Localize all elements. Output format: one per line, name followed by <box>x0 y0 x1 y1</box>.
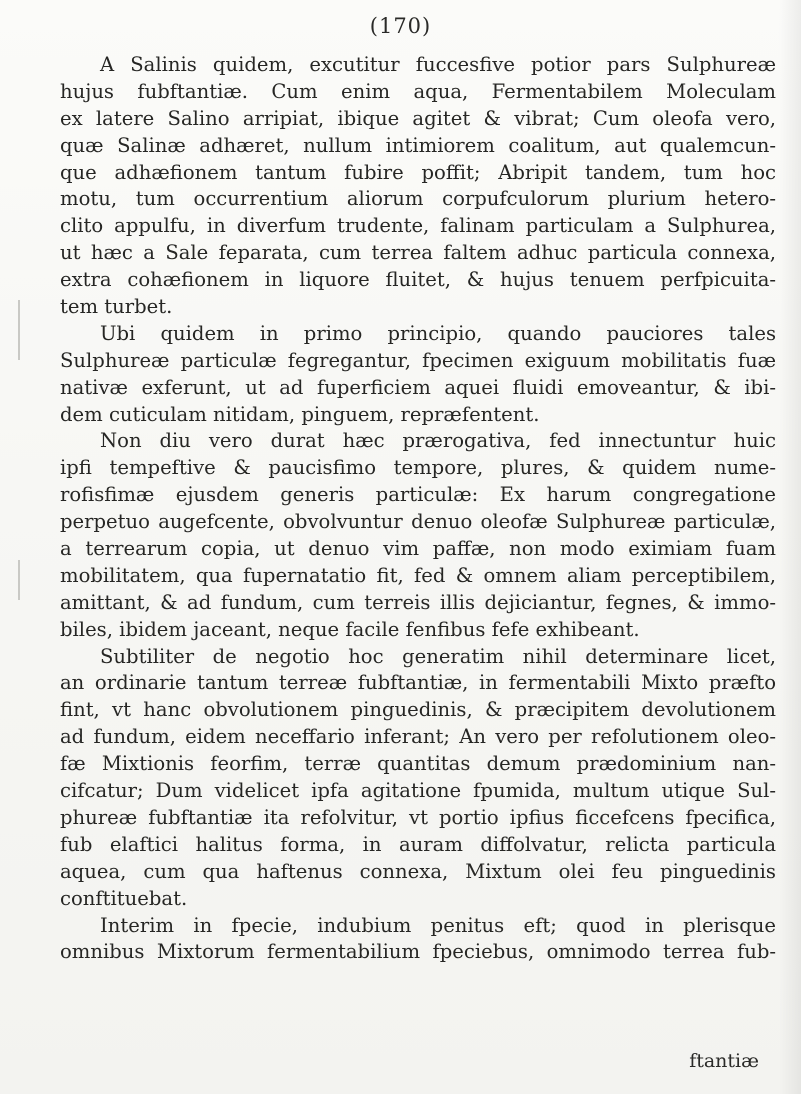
text-line: cifcatur; Dum videlicet ipfa agitatione fpumida, multum utique Sul- <box>60 779 776 803</box>
text-line: Non diu vero durat hæc prærogativa, fed innectuntur huic <box>100 429 776 453</box>
text-line: amittant, & ad fundum, cum terreis illis dejiciantur, fegnes, & immo- <box>60 590 776 614</box>
page-number-header: (170) <box>369 14 432 38</box>
text-line: phureæ fubftantiæ ita refolvitur, vt portio ipfius ficcefcens fpecifica, <box>60 805 776 829</box>
text-line: hujus fubftantiæ. Cum enim aqua, Fermentabilem Moleculam <box>60 79 776 103</box>
body-text <box>60 52 776 966</box>
text-line: ipfi tempeftive & paucisfimo tempore, plures, & quidem nume- <box>60 456 776 480</box>
text-line: fæ Mixtionis feorfim, terræ quantitas demum prædominium nan- <box>60 752 776 776</box>
text-line: a terrearum copia, ut denuo vim paffæ, non modo eximiam fuam <box>60 537 776 561</box>
text-line: biles, ibidem jaceant, neque facile fenfibus fefe exhibeant. <box>60 617 640 641</box>
margin-stain <box>18 560 20 600</box>
text-line: quæ Salinæ adhæret, nullum intimiorem coalitum, aut qualemcun- <box>60 133 776 157</box>
text-line: aquea, cum qua haftenus connexa, Mixtum olei feu pinguedinis <box>60 859 776 883</box>
text-line: ut hæc a Sale feparata, cum terrea faltem adhuc particula connexa, <box>60 241 776 265</box>
text-line: mobilitatem, qua fupernatatio fit, fed & omnem aliam perceptibilem, <box>60 563 776 587</box>
text-line: omnibus Mixtorum fermentabilium fpeciebus, omnimodo terrea fub- <box>60 940 776 964</box>
text-line: nativæ exferunt, ut ad fuperficiem aquei fluidi emoveantur, & ibi- <box>60 375 776 399</box>
text-line: Sulphureæ particulæ fegregantur, fpecimen exiguum mobilitatis fuæ <box>60 348 776 372</box>
text-line: Interim in fpecie, indubium penitus eft; quod in plerisque <box>100 913 776 937</box>
text-line: motu, tum occurrentium aliorum corpufculorum plurium hetero- <box>60 187 776 211</box>
text-line: extra cohæfionem in liquore fluitet, & hujus tenuem perfpicuita- <box>60 268 776 292</box>
text-line: Ubi quidem in primo principio, quando pauciores tales <box>100 321 776 345</box>
text-line: dem cuticulam nitidam, pinguem, repræfentent. <box>60 402 540 426</box>
text-line: perpetuo augefcente, obvolvuntur denuo oleofæ Sulphureæ particulæ, <box>60 510 776 534</box>
text-line: Subtiliter de negotio hoc generatim nihil determinare licet, <box>100 644 776 668</box>
text-line: an ordinarie tantum terreæ fubftantiæ, in fermentabili Mixto præfto <box>60 671 776 695</box>
catchword: ftantiæ <box>689 1050 759 1072</box>
text-line: ad fundum, eidem neceffario inferant; An vero per refolutionem oleo- <box>60 725 776 749</box>
text-line: fint, vt hanc obvolutionem pinguedinis, & præcipitem devolutionem <box>60 698 776 722</box>
text-line: A Salinis quidem, excutitur fuccesfive potior pars Sulphureæ <box>100 53 776 76</box>
text-line: que adhæfionem tantum fubire poffit; Abripit tandem, tum hoc <box>60 160 776 184</box>
text-line: clito appulfu, in diverfum trudente, falinam particulam a Sulphurea, <box>60 214 776 238</box>
text-line: tem turbet. <box>60 295 173 319</box>
text-line: ex latere Salino arripiat, ibique agitet & vibrat; Cum oleofa vero, <box>60 106 776 130</box>
text-line: conftituebat. <box>60 886 188 910</box>
margin-stain <box>18 300 20 360</box>
page-fold-shadow <box>779 0 801 1094</box>
text-line: fub elaftici halitus forma, in auram diffolvatur, relicta particula <box>60 832 776 856</box>
text-line: rofisfimæ ejusdem generis particulæ: Ex harum congregatione <box>60 483 776 507</box>
